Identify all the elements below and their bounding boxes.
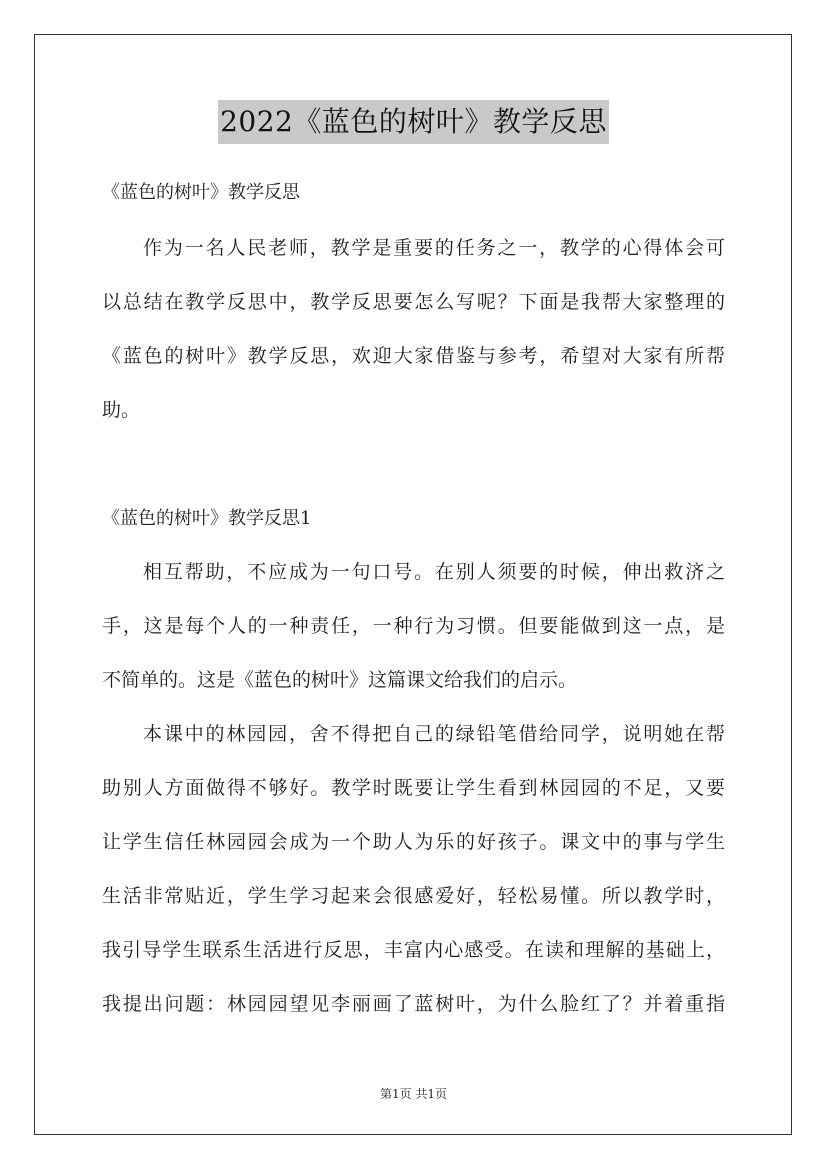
- paragraph-line: 生活非常贴近，学生学习起来会很感爱好，轻松易懂。所以教学时，: [102, 885, 725, 907]
- paragraph-line: 以总结在教学反思中，教学反思要怎么写呢？下面是我帮大家整理的: [102, 291, 725, 313]
- paragraph-line: 让学生信任林园园会成为一个助人为乐的好孩子。课文中的事与学生: [102, 831, 725, 853]
- paragraph-line: 作为一名人民老师，教学是重要的任务之一，教学的心得体会可: [143, 237, 725, 259]
- paragraph-line: 不简单的。这是《蓝色的树叶》这篇课文给我们的启示。: [102, 669, 578, 691]
- document-title: 2022《蓝色的树叶》教学反思: [218, 100, 609, 144]
- paragraph-line: 助。: [102, 399, 141, 421]
- paragraph-line: 我引导学生联系生活进行反思，丰富内心感受。在读和理解的基础上，: [102, 939, 725, 961]
- paragraph-line: 助别人方面做得不够好。教学时既要让学生看到林园园的不足，又要: [102, 777, 725, 799]
- paragraph-line: 我提出问题：林园园望见李丽画了蓝树叶，为什么脸红了？并着重指: [102, 993, 725, 1015]
- paragraph-line: 手，这是每个人的一种责任，一种行为习惯。但要能做到这一点，是: [102, 615, 725, 637]
- paragraph-line: 《蓝色的树叶》教学反思，欢迎大家借鉴与参考，希望对大家有所帮: [102, 345, 725, 367]
- section-heading: 《蓝色的树叶》教学反思1: [102, 508, 312, 529]
- paragraph-line: 本课中的林园园，舍不得把自己的绿铅笔借给同学，说明她在帮: [143, 723, 725, 745]
- paragraph-line: 相互帮助，不应成为一句口号。在别人须要的时候，伸出救济之: [143, 561, 725, 583]
- intro-heading: 《蓝色的树叶》教学反思: [102, 182, 300, 203]
- title-container: [0, 100, 827, 144]
- page-footer: 第1页 共1页: [379, 1087, 448, 1101]
